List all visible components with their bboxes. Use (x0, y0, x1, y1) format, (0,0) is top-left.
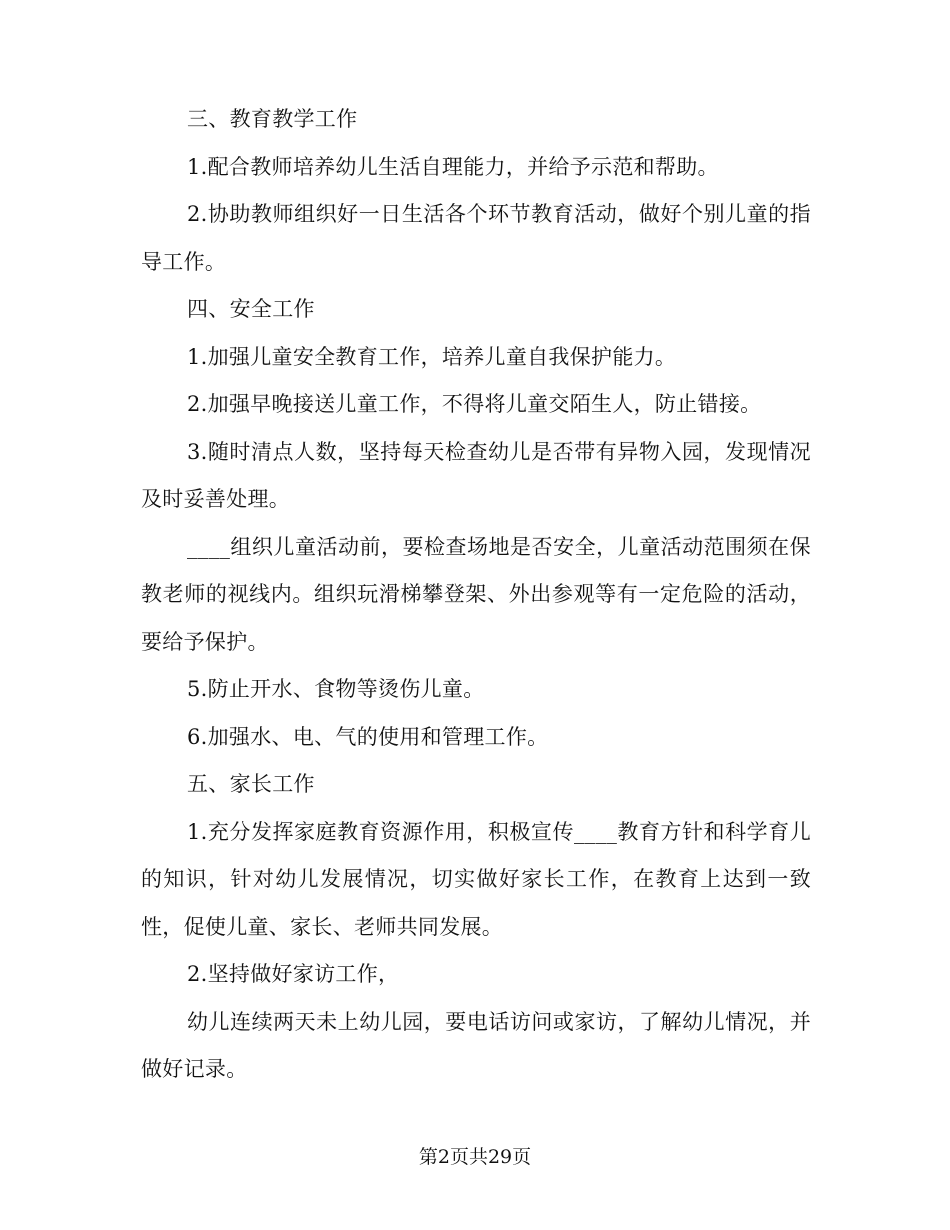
page-number-footer: 第2页共29页 (418, 1146, 532, 1168)
paragraph: 6.加强水、电、气的使用和管理工作。 (187, 724, 549, 749)
paragraph: 5.防止开水、食物等烫伤儿童。 (187, 677, 485, 701)
paragraph: 幼儿连续两天未上幼儿园，要电话访问或家访，了解幼儿情况，并做好记录。 (141, 1009, 811, 1081)
section-heading-parents: 五、家长工作 (187, 772, 315, 796)
paragraph: 2.加强早晚接送儿童工作，不得将儿童交陌生人，防止错接。 (187, 392, 762, 416)
section-heading-education: 三、教育教学工作 (187, 107, 358, 131)
paragraph: 1.充分发挥家庭教育资源作用，积极宣传____教育方针和科学育儿的知识，针对幼儿发展情况，切实做好家长工作，在教育上达到一致性，促使儿童、家长、老师共同发展。 (141, 819, 811, 939)
paragraph: 2.协助教师组织好一日生活各个环节教育活动，做好个别儿童的指导工作。 (141, 202, 811, 274)
paragraph: 1.加强儿童安全教育工作，培养儿童自我保护能力。 (187, 344, 677, 369)
paragraph: 3.随时清点人数，坚持每天检查幼儿是否带有异物入园，发现情况及时妥善处理。 (141, 439, 811, 511)
paragraph: ____组织儿童活动前，要检查场地是否安全，儿童活动范围须在保教老师的视线内。组织玩滑梯攀登架、外出参观等有一定危险的活动，要给予保护。 (141, 534, 811, 654)
section-heading-safety: 四、安全工作 (187, 297, 315, 321)
document-body (141, 96, 811, 1094)
paragraph: 1.配合教师培养幼儿生活自理能力，并给予示范和帮助。 (187, 154, 719, 179)
paragraph: 2.坚持做好家访工作， (187, 962, 400, 986)
